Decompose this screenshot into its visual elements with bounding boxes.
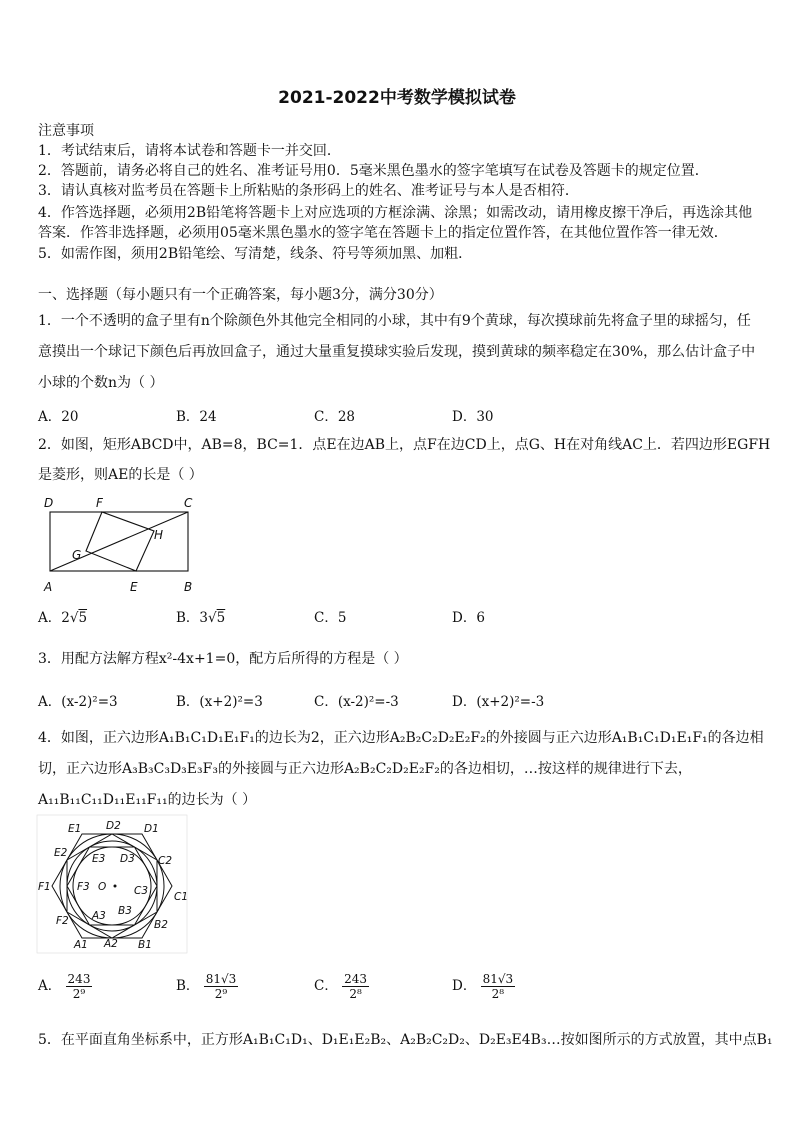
- rectangle-rhombus-figure: [38, 492, 208, 598]
- question-2-line: 是菱形，则AE的长是（ ）: [38, 467, 203, 483]
- label-C2: C2: [158, 855, 173, 867]
- sqrt-icon: √: [208, 610, 217, 626]
- notice-heading: 注意事项: [38, 123, 94, 139]
- question-1-line: 1．一个不透明的盒子里有n个除颜色外其他完全相同的小球，其中有9个黄球，每次摸球前先将盒子里的球摇匀，任: [38, 313, 751, 329]
- q2-option-a[interactable]: A．2√5: [38, 610, 88, 626]
- label-G: G: [72, 548, 82, 562]
- notice-item: 3．请认真核对监考员在答题卡上所粘贴的条形码上的姓名、准考证号与本人是否相符．: [38, 183, 579, 199]
- label-B3: B3: [118, 905, 132, 917]
- question-2-line: 2．如图，矩形ABCD中，AB=8，BC=1．点E在边AB上，点F在边CD上，点G、H在对角线AC上．若四边形EGFH: [38, 437, 771, 453]
- label-A2: A2: [104, 938, 118, 950]
- label-B2: B2: [154, 919, 168, 931]
- label-C: C: [184, 496, 193, 510]
- label-E2: E2: [54, 847, 68, 859]
- question-1-line: 小球的个数n为（ ）: [38, 375, 164, 391]
- label-B1: B1: [138, 939, 152, 951]
- q3-option-d[interactable]: D．(x+2)²=-3: [452, 694, 545, 710]
- question-5-line: 5．在平面直角坐标系中，正方形A₁B₁C₁D₁、D₁E₁E₂B₂、A₂B₂C₂D₂、D₂E₃E4B₃…按如图所示的方式放置，其中点B₁: [38, 1032, 773, 1048]
- fraction: $\frac{243}{\text{2⁹}}$: [67, 972, 91, 1001]
- q4-option-a[interactable]: A． $\frac{243}{\text{2⁹}}$: [38, 972, 91, 1001]
- section-heading: 一、选择题（每小题只有一个正确答案，每小题3分，满分30分）: [38, 287, 443, 303]
- q2-option-b[interactable]: B．3√5: [176, 610, 226, 626]
- q1-option-a[interactable]: A．20: [38, 409, 79, 425]
- q1-option-c[interactable]: C．28: [314, 409, 356, 425]
- notice-item: 2．答题前，请务必将自己的姓名、准考证号用0．5毫米黑色墨水的签字笔填写在试卷及答题卡的规定位置．: [38, 163, 709, 179]
- fraction: $\frac{243}{\text{2⁸}}$: [344, 972, 368, 1001]
- sqrt-icon: √: [69, 610, 79, 626]
- label-A: A: [44, 580, 53, 594]
- label-F: F: [96, 496, 103, 510]
- label-F1: F1: [38, 881, 51, 893]
- label-D3: D3: [120, 853, 135, 865]
- label-D: D: [44, 496, 54, 510]
- question-4-line: A₁₁B₁₁C₁₁D₁₁E₁₁F₁₁的边长为（ ）: [38, 792, 257, 808]
- q1-option-b[interactable]: B．24: [176, 409, 217, 425]
- label-O: O: [98, 881, 107, 893]
- question-4-line: 4．如图，正六边形A₁B₁C₁D₁E₁F₁的边长为2，正六边形A₂B₂C₂D₂E₂F₂的外接圆与正六边形A₁B₁C₁D₁E₁F₁的各边相: [38, 730, 764, 746]
- fraction: $\frac{81√3}{\text{2⁹}}$: [205, 972, 237, 1001]
- label-C1: C1: [174, 891, 188, 903]
- q4-option-c[interactable]: C． $\frac{243}{\text{2⁸}}$: [314, 972, 368, 1001]
- q4-option-d[interactable]: D． $\frac{81√3}{\text{2⁸}}$: [452, 972, 514, 1001]
- q2-option-d[interactable]: D．6: [452, 610, 485, 626]
- label-F3: F3: [77, 881, 90, 893]
- q1-option-d[interactable]: D．30: [452, 409, 494, 425]
- label-A3: A3: [92, 910, 106, 922]
- q3-option-b[interactable]: B．(x+2)²=3: [176, 694, 263, 710]
- label-B: B: [184, 580, 193, 594]
- label-E1: E1: [68, 823, 82, 835]
- notice-item: 5．如需作图，须用2B铅笔绘、写清楚，线条、符号等须加黑、加粗．: [38, 246, 473, 262]
- notice-item: 答案．作答非选择题，必须用05毫米黑色墨水的签字笔在答题卡上的指定位置作答，在其他位置作答一律无效．: [38, 225, 728, 241]
- fraction: $\frac{81√3}{\text{2⁸}}$: [482, 972, 514, 1001]
- q3-option-a[interactable]: A．(x-2)²=3: [38, 694, 118, 710]
- label-E3: E3: [92, 853, 106, 865]
- nested-hexagons-figure: [36, 814, 188, 954]
- question-1-line: 意摸出一个球记下颜色后再放回盒子，通过大量重复摸球实验后发现，摸到黄球的频率稳定在30%，那么估计盒子中: [38, 344, 756, 360]
- label-D2: D2: [106, 820, 121, 832]
- question-3-line: 3．用配方法解方程x²-4x+1=0，配方后所得的方程是（ ）: [38, 651, 408, 667]
- q3-option-c[interactable]: C．(x-2)²=-3: [314, 694, 399, 710]
- label-A1: A1: [74, 939, 88, 951]
- page-title: 2021-2022中考数学模拟试卷: [278, 88, 516, 108]
- q2-option-c[interactable]: C．5: [314, 610, 347, 626]
- q4-option-b[interactable]: B． $\frac{81√3}{\text{2⁹}}$: [176, 972, 237, 1001]
- label-C3: C3: [134, 885, 149, 897]
- label-H: H: [154, 528, 164, 542]
- notice-item: 4．作答选择题，必须用2B铅笔将答题卡上对应选项的方框涂满、涂黑；如需改动，请用橡皮擦干净后，再选涂其他: [38, 205, 753, 221]
- notice-item: 1．考试结束后，请将本试卷和答题卡一并交回．: [38, 143, 341, 159]
- label-D1: D1: [144, 823, 159, 835]
- label-F2: F2: [56, 915, 69, 927]
- question-4-line: 切，正六边形A₃B₃C₃D₃E₃F₃的外接圆与正六边形A₂B₂C₂D₂E₂F₂的各边相切，…按这样的规律进行下去，: [38, 761, 692, 777]
- label-E: E: [130, 580, 138, 594]
